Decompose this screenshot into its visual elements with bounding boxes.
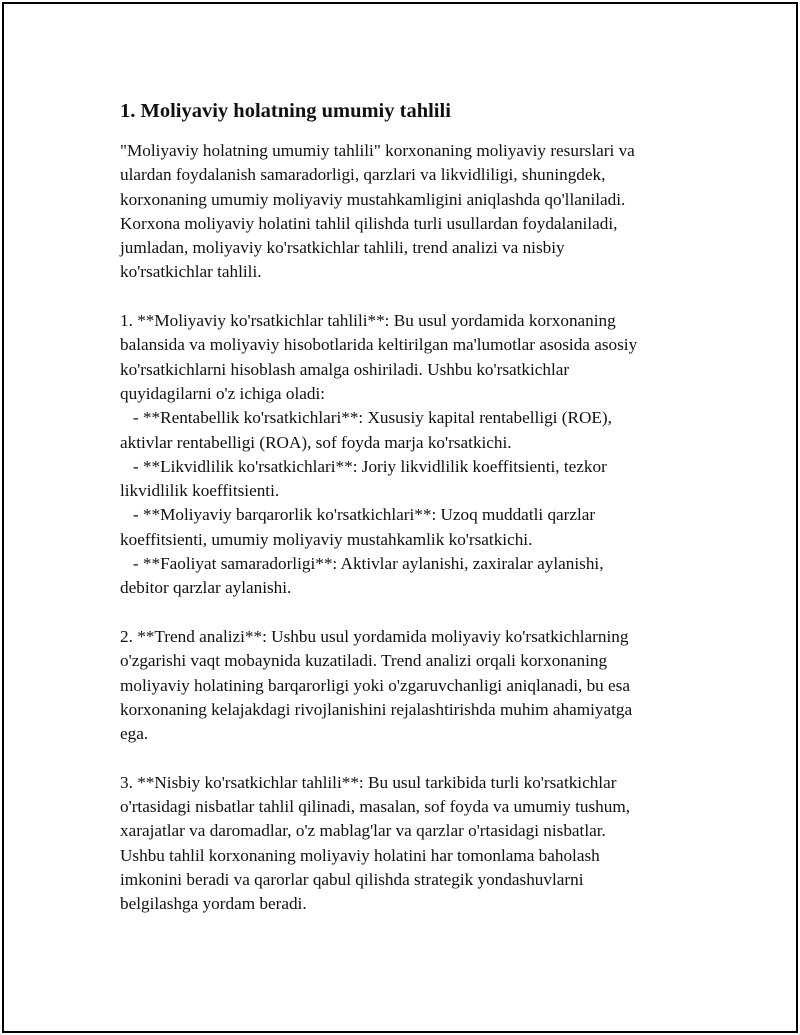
text-line: - **Likvidlilik ko'rsatkichlari**: Joriy likvidlilik koeffitsienti, tezkor (120, 456, 607, 476)
text-line: xarajatlar va daromadlar, o'z mablag'lar va qarzlar o'rtasidagi nisbatlar. (120, 821, 606, 841)
page-frame (2, 2, 798, 1033)
text-line: quyidagilarni o'z ichiga oladi: (120, 383, 325, 403)
text-line: koeffitsienti, umumiy moliyaviy mustahkamlik ko'rsatkichi. (120, 529, 533, 549)
text-line: moliyaviy holatining barqarorligi yoki o'zgaruvchanligi aniqlanadi, bu esa (120, 675, 630, 695)
document-body (120, 97, 695, 941)
text-line: likvidlilik koeffitsienti. (120, 481, 280, 501)
text-line: korxonaning umumiy moliyaviy mustahkamligini aniqlashda qo'llaniladi. (120, 189, 626, 209)
text-line: ulardan foydalanish samaradorligi, qarzlari va likvidliligi, shuningdek, (120, 165, 606, 185)
text-line: Korxona moliyaviy holatini tahlil qilishda turli usullardan foydalaniladi, (120, 213, 618, 233)
text-line: "Moliyaviy holatning umumiy tahlili" korxonaning moliyaviy resurslari va (120, 141, 635, 160)
text-line: belgilashga yordam beradi. (120, 894, 307, 914)
text-line: 3. **Nisbiy ko'rsatkichlar tahlili**: Bu usul tarkibida turli ko'rsatkichlar (120, 772, 617, 792)
text-line: o'rtasidagi nisbatlar tahlil qilinadi, masalan, sof foyda va umumiy tushum, (120, 797, 631, 817)
relative-indicators-paragraph (120, 771, 695, 917)
text-line: ega. (120, 724, 149, 744)
text-line: balansida va moliyaviy hisobotlarida keltirilgan ma'lumotlar asosida asosiy (120, 335, 638, 355)
text-line: jumladan, moliyaviy ko'rsatkichlar tahlili, trend analizi va nisbiy (120, 238, 565, 258)
text-line: - **Faoliyat samaradorligi**: Aktivlar aylanishi, zaxiralar aylanishi, (120, 554, 604, 574)
section-heading: 1. Moliyaviy holatning umumiy tahlili (120, 100, 451, 122)
text-line: korxonaning kelajakdagi rivojlanishini rejalashtirishda muhim ahamiyatga (120, 699, 633, 719)
text-line: debitor qarzlar aylanishi. (120, 578, 292, 598)
text-line: imkonini beradi va qarorlar qabul qilishda strategik yondashuvlarni (120, 869, 584, 889)
text-line: aktivlar rentabelligi (ROA), sof foyda marja ko'rsatkichi. (120, 432, 512, 452)
trend-analysis-paragraph (120, 625, 695, 746)
intro-paragraph (120, 139, 695, 285)
text-line: ko'rsatkichlar tahlili. (120, 262, 262, 282)
text-line: Ushbu tahlil korxonaning moliyaviy holatini har tomonlama baholash (120, 845, 600, 865)
text-line: - **Moliyaviy barqarorlik ko'rsatkichlari**: Uzoq muddatli qarzlar (120, 505, 596, 525)
text-line: 2. **Trend analizi**: Ushbu usul yordamida moliyaviy ko'rsatkichlarning (120, 626, 629, 646)
text-line: - **Rentabellik ko'rsatkichlari**: Xususiy kapital rentabelligi (ROE), (120, 408, 612, 428)
text-line: o'zgarishi vaqt mobaynida kuzatiladi. Trend analizi orqali korxonaning (120, 651, 608, 671)
text-line: ko'rsatkichlarni hisoblash amalga oshiriladi. Ushbu ko'rsatkichlar (120, 359, 570, 379)
text-line: 1. **Moliyaviy ko'rsatkichlar tahlili**: Bu usul yordamida korxonaning (120, 311, 616, 331)
financial-indicators-paragraph (120, 309, 695, 601)
